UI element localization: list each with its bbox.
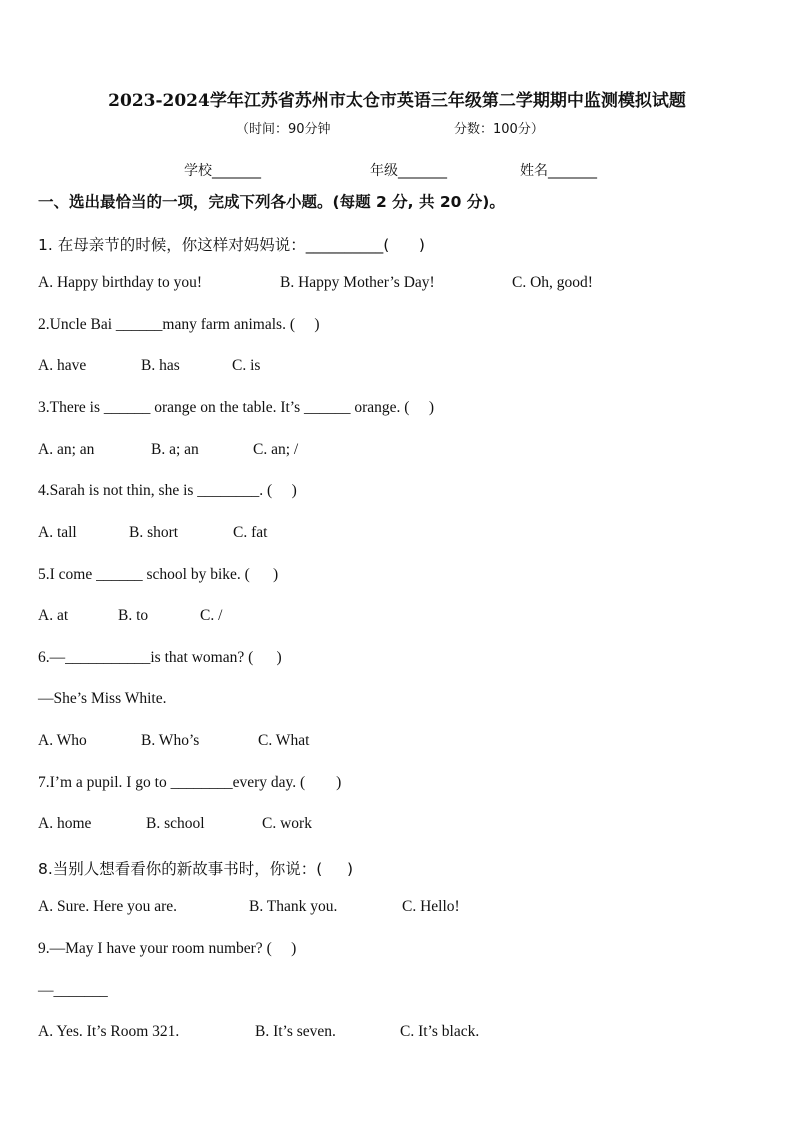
question-6-answer-line: —She’s Miss White.: [38, 690, 167, 707]
question-6-option-a: A. Who: [38, 732, 87, 749]
question-4-stem: 4.Sarah is not thin, she is ________. ( ): [38, 482, 297, 499]
question-1-stem: 1. 在母亲节的时候，你这样对妈妈说：__________( ): [38, 236, 425, 254]
question-1-option-b: B. Happy Mother’s Day!: [280, 274, 435, 291]
question-6-stem: 6.—___________is that woman? ( ): [38, 649, 282, 666]
question-3-option-b: B. a; an: [151, 441, 199, 458]
question-8-option-c: C. Hello!: [402, 898, 460, 915]
question-3-stem: 3.There is ______ orange on the table. It’s ______ orange. ( ): [38, 399, 435, 416]
question-5-option-b: B. to: [118, 607, 149, 624]
question-3-option-c: C. an; /: [253, 441, 299, 458]
question-9-option-a: A. Yes. It’s Room 321.: [38, 1023, 180, 1040]
question-9-answer-line: —_______: [38, 982, 108, 999]
question-1-option-a: A. Happy birthday to you!: [38, 274, 203, 291]
question-6-option-b: B. Who’s: [141, 732, 200, 749]
question-9-stem: 9.—May I have your room number? ( ): [38, 940, 297, 957]
question-4-option-b: B. short: [129, 524, 179, 541]
exam-time: （时间：90分钟: [236, 122, 331, 137]
question-1-option-c: C. Oh, good!: [512, 274, 593, 291]
grade-field: 年级_______: [370, 163, 447, 179]
question-7-option-a: A. home: [38, 815, 92, 832]
question-5-option-a: A. at: [38, 607, 69, 624]
section-heading: 一、选出最恰当的一项，完成下列各小题。(每题 2 分, 共 20 分)。: [38, 193, 505, 211]
school-field: 学校_______: [184, 163, 261, 179]
exam-title: 2023-2024学年江苏省苏州市太仓市英语三年级第二学期期中监测模拟试题: [108, 91, 686, 111]
question-2-stem: 2.Uncle Bai ______many farm animals. ( ): [38, 316, 320, 333]
exam-score: 分数：100分）: [454, 122, 544, 137]
question-9-option-c: C. It’s black.: [400, 1023, 480, 1040]
name-field: 姓名_______: [520, 163, 597, 179]
question-4-option-a: A. tall: [38, 524, 77, 541]
question-2-option-c: C. is: [232, 357, 261, 374]
question-6-option-c: C. What: [258, 732, 310, 749]
question-7-stem: 7.I’m a pupil. I go to ________every day. ( ): [38, 774, 342, 791]
question-8-option-a: A. Sure. Here you are.: [38, 898, 178, 915]
question-8-option-b: B. Thank you.: [249, 898, 338, 915]
question-5-stem: 5.I come ______ school by bike. ( ): [38, 566, 279, 583]
question-8-stem: 8.当别人想看看你的新故事书时，你说：( ): [38, 860, 354, 878]
question-2-option-a: A. have: [38, 357, 87, 374]
question-7-option-c: C. work: [262, 815, 312, 832]
question-7-option-b: B. school: [146, 815, 205, 832]
question-9-option-b: B. It’s seven.: [255, 1023, 336, 1040]
question-4-option-c: C. fat: [233, 524, 268, 541]
question-5-option-c: C. /: [200, 607, 223, 624]
question-3-option-a: A. an; an: [38, 441, 95, 458]
question-2-option-b: B. has: [141, 357, 180, 374]
